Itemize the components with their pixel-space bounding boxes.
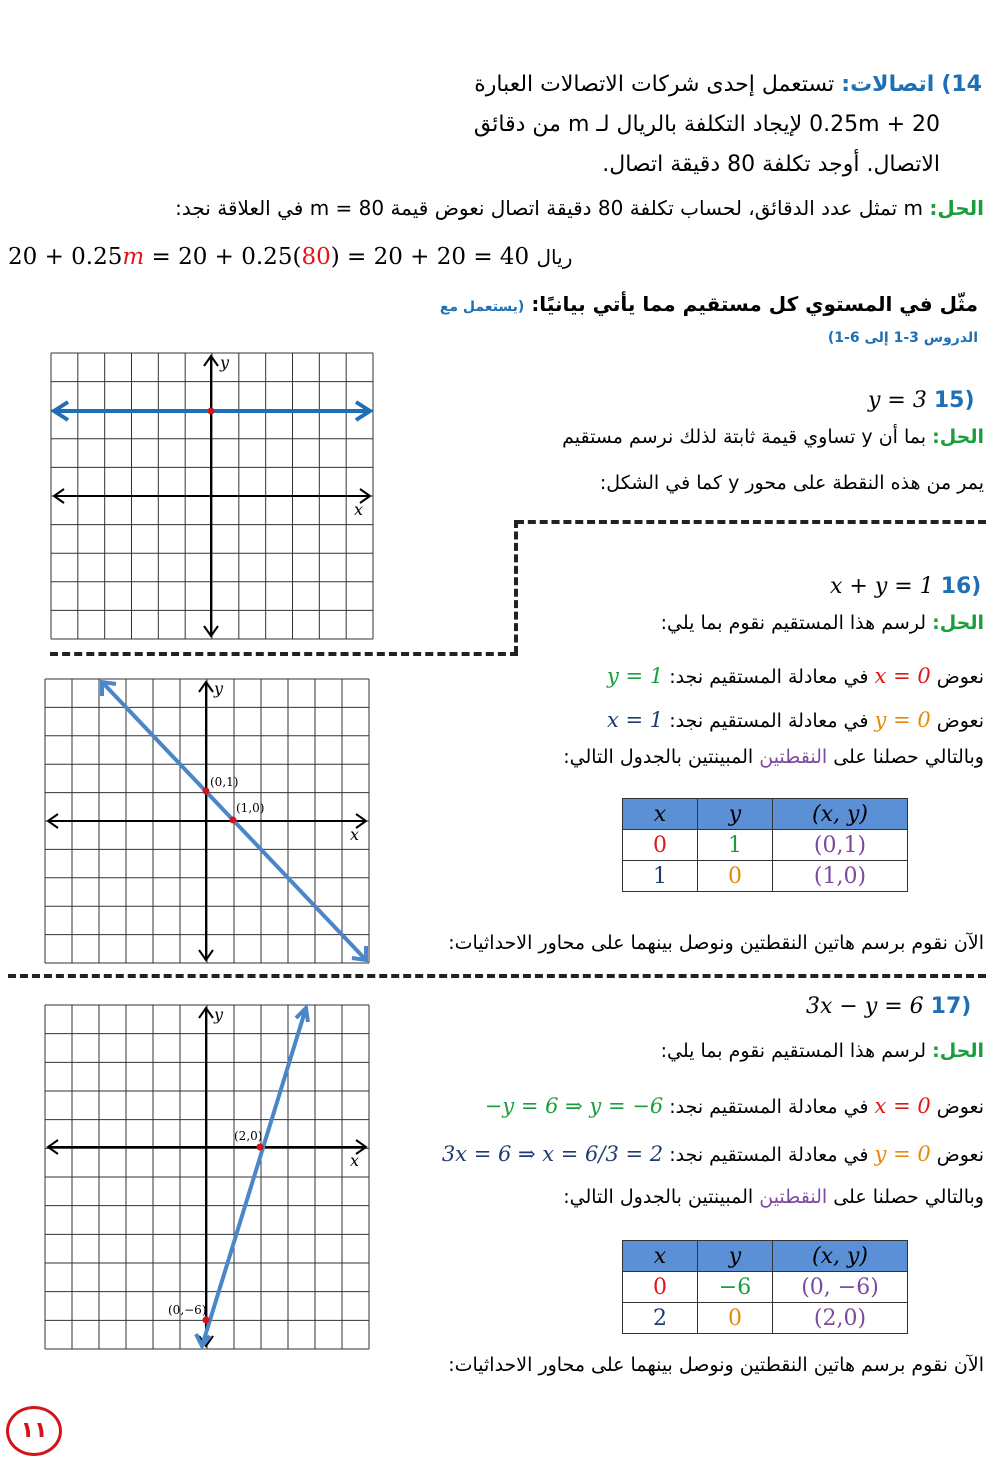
table-row (623, 830, 908, 861)
point-0-neg6-label: (0,−6) (168, 1303, 207, 1317)
header-y: y (698, 799, 773, 830)
q15-solution-2: يمر من هذه النقطة على محور y كما في الشكل: (599, 472, 984, 494)
q16-conclusion (563, 746, 984, 768)
cell: 0 (623, 830, 698, 861)
q17-sub2-res: 3x = 6 ⇒ x = 6/3 = 2 (441, 1142, 664, 1166)
q17-sub1-pre: نعوض (936, 1096, 984, 1118)
graph-15 (50, 352, 374, 640)
separator-2 (8, 974, 986, 978)
q17-sol1: لرسم هذا المستقيم نقوم بما يلي: (660, 1040, 927, 1062)
q15-equation (868, 388, 975, 413)
q17-eq: 3x − y = 6 (806, 994, 924, 1019)
cell: 2 (623, 1303, 698, 1334)
q14-solution (175, 196, 984, 220)
cell: 1 (623, 861, 698, 892)
q16-number: 16) (940, 574, 982, 599)
q16-sub1-mid: في معادلة المستقيم نجد: (669, 666, 869, 688)
q17-sol-label: الحل: (932, 1040, 984, 1062)
y-axis-label: y (220, 353, 230, 372)
q17-conclusion (563, 1186, 984, 1208)
point-0-1 (203, 788, 210, 795)
q17-sub2-mid: في معادلة المستقيم نجد: (669, 1144, 869, 1166)
graph-17 (44, 1004, 370, 1350)
calc-part-b: = 20 + 0.25( (144, 244, 302, 270)
q15-number: 15) (933, 388, 975, 413)
q16-equation (830, 574, 981, 599)
header-xy: (x, y) (773, 1241, 908, 1272)
q14-sol-label: الحل: (929, 196, 984, 220)
q16-sol1: لرسم هذا المستقيم نقوم بما يلي: (660, 612, 927, 634)
q17-table (622, 1240, 908, 1334)
q15-sol1: بما أن y تساوي قيمة ثابتة لذلك نرسم مستقيم (562, 426, 927, 448)
q17-conc-c: المبينتين بالجدول التالي: (563, 1186, 754, 1208)
cell: (2,0) (773, 1303, 908, 1334)
q17-conc-b: النقطتين (759, 1186, 828, 1208)
point-1-0 (230, 817, 237, 824)
q15-sol-label: الحل: (932, 426, 984, 448)
q16-sub2-res: x = 1 (607, 708, 664, 732)
y-axis-label: y (214, 1005, 224, 1024)
section-title (440, 292, 978, 316)
x-axis-label: x (350, 825, 360, 844)
q16-sol-label: الحل: (932, 612, 984, 634)
q16-conc-b: النقطتين (759, 746, 828, 768)
table-header-row (623, 1241, 908, 1272)
point-0-neg6 (203, 1317, 210, 1324)
q16-table (622, 798, 908, 892)
q17-sub1-val: x = 0 (874, 1094, 931, 1118)
section-title-text: مثّل في المستوي كل مستقيم مما يأتي بيانيًا: (531, 292, 978, 316)
q17-sub2 (442, 1142, 984, 1166)
q17-sub1 (485, 1094, 984, 1118)
x-axis-label: x (354, 500, 364, 519)
q14-calculation (8, 244, 572, 270)
header-x: x (623, 1241, 698, 1272)
header-y: y (698, 1241, 773, 1272)
cell: 1 (698, 830, 773, 861)
table-header-row (623, 799, 908, 830)
separator-vertical (514, 520, 518, 654)
cell: −6 (698, 1272, 773, 1303)
calc-m: m (122, 244, 145, 270)
q16-solution (661, 612, 984, 634)
q17-sub2-val: y = 0 (874, 1142, 931, 1166)
separator-top (516, 520, 986, 524)
q15-solution-1 (562, 426, 984, 448)
q17-conc-a: وبالتالي حصلنا على (833, 1186, 984, 1208)
q17-sub1-mid: في معادلة المستقيم نجد: (669, 1096, 869, 1118)
calc-80: 80 (301, 244, 331, 270)
q17-final: الآن نقوم برسم هاتين النقطتين ونوصل بينهما على محاور الاحداثيات: (448, 1354, 984, 1376)
table-row (623, 1272, 908, 1303)
page-number: ١١ (6, 1406, 62, 1456)
point-2-0-label: (2,0) (234, 1129, 263, 1143)
x-axis-label: x (350, 1151, 360, 1170)
point-2-0 (257, 1144, 264, 1151)
q16-sub2-pre: نعوض (936, 710, 984, 732)
separator-bottom (50, 652, 518, 656)
q17-number: 17) (930, 994, 972, 1019)
q14-text1: تستعمل إحدى شركات الاتصالات العبارة (474, 72, 835, 97)
graph-16 (44, 678, 370, 964)
q14-text2: 20 + 0.25m لإيجاد التكلفة بالريال لـ m من دقائق (473, 112, 940, 137)
cell: 0 (698, 1303, 773, 1334)
point-1-0-label: (1,0) (236, 801, 265, 815)
cell: (0,1) (773, 830, 908, 861)
table-row (623, 861, 908, 892)
point-0-1-label: (0,1) (210, 775, 239, 789)
section-note2: الدروس 3-1 إلى 6-1) (827, 330, 978, 346)
q16-conc-a: وبالتالي حصلنا على (833, 746, 984, 768)
calc-part-c: ) = 20 + 20 = 40 (330, 244, 530, 270)
section-note1: (يستعمل مع (439, 299, 525, 315)
q16-sub1-res: y = 1 (607, 664, 664, 688)
q16-eq: x + y = 1 (830, 574, 934, 599)
q16-sub2 (607, 708, 984, 732)
q17-solution (661, 1040, 984, 1062)
table-row (623, 1303, 908, 1334)
q14-label: اتصالات: (841, 72, 935, 97)
cell: 0 (698, 861, 773, 892)
cell: (1,0) (773, 861, 908, 892)
cell: 0 (623, 1272, 698, 1303)
cell: (0, −6) (773, 1272, 908, 1303)
q16-sub1-pre: نعوض (936, 666, 984, 688)
header-x: x (623, 799, 698, 830)
q16-sub2-mid: في معادلة المستقيم نجد: (669, 710, 869, 732)
q14-line1 (474, 72, 982, 97)
q14-sol-text: m تمثل عدد الدقائق، لحساب تكلفة 80 دقيقة اتصال نعوض قيمة m = 80 في العلاقة نجد: (175, 196, 923, 220)
calc-part-a: 20 + 0.25 (8, 244, 123, 270)
q17-sub2-pre: نعوض (936, 1144, 984, 1166)
q17-equation (806, 994, 971, 1019)
calc-unit: ريال (536, 245, 573, 269)
q15-eq: y = 3 (868, 388, 927, 413)
q16-final: الآن نقوم برسم هاتين النقطتين ونوصل بينهما على محاور الاحداثيات: (448, 932, 984, 954)
q16-conc-c: المبينتين بالجدول التالي: (563, 746, 754, 768)
q14-number: 14) (941, 72, 982, 97)
q16-sub2-val: y = 0 (874, 708, 931, 732)
y-axis-label: y (214, 679, 224, 698)
point-0-3 (208, 408, 215, 415)
q16-sub1 (607, 664, 984, 688)
q16-sub1-val: x = 0 (874, 664, 931, 688)
header-xy: (x, y) (773, 799, 908, 830)
q17-sub1-res: −y = 6 ⇒ y = −6 (484, 1094, 664, 1118)
q14-text3: الاتصال. أوجد تكلفة 80 دقيقة اتصال. (602, 152, 940, 177)
